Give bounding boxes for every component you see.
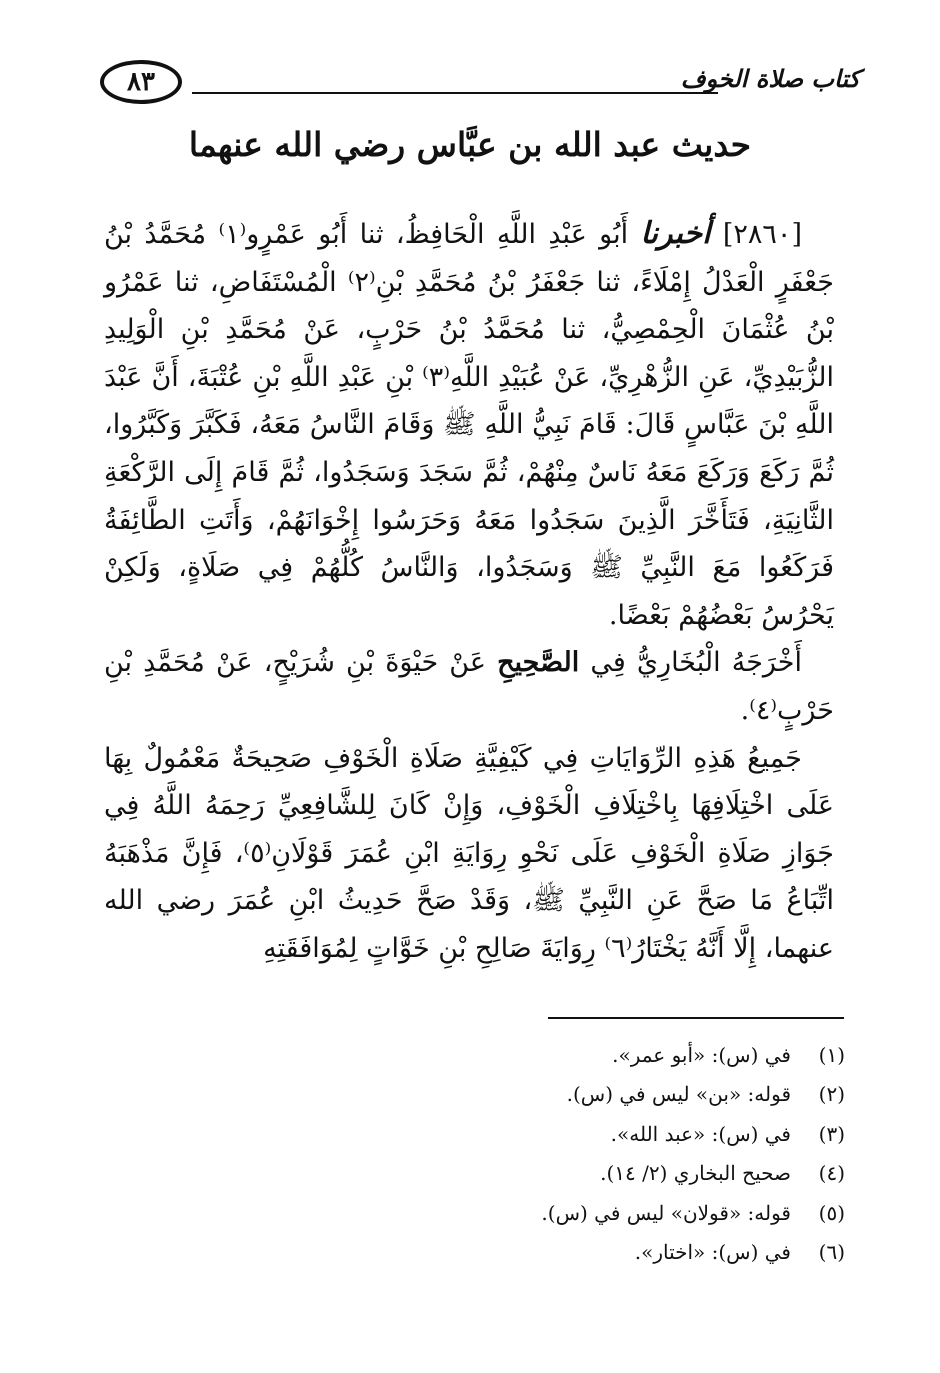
main-text (104, 210, 834, 973)
footnote-number: (٢) (818, 1082, 845, 1107)
takhrij-before: أَخْرَجَهُ الْبُخَارِيُّ فِي (590, 647, 802, 679)
header-rule (192, 92, 718, 94)
footnote-number: (٦) (818, 1240, 845, 1265)
hadith-line: أَبُو عَبْدِ اللَّهِ الْحَافِظُ، ثنا أَبُو عَمْرٍو⁽١⁾ مُحَمَّدُ بْنُ جَعْفَرٍ (104, 219, 834, 298)
hadith-line: الْعَدْلُ إِمْلَاءً، ثنا جَعْفَرُ بْنُ مُحَمَّدِ بْنِ⁽٢⁾ الْمُسْتَفَاضِ، ثنا عَمْرُو بْنُ عُثْمَانَ (104, 266, 834, 346)
hadith-lead-word: أخبرنا (640, 216, 711, 251)
takhrij-line2: حَرْبٍ⁽٤⁾. (740, 694, 834, 726)
book-title: كتاب صلاة الخوف (680, 64, 860, 93)
hadith-line: صَلَاةٍ، وَلَكِنْ يَحْرُسُ بَعْضُهُمْ بَعْضًا. (104, 552, 834, 631)
hadith-line: وَسَجَدُوا، ثُمَّ قَامَ إِلَى الرَّكْعَةِ الثَّانِيَةِ، فَتَأَخَّرَ الَّذِينَ سَجَدُوا مَعَهُ وَحَرَسُوا (104, 456, 834, 536)
hadith-line: الْحِمْصِيُّ، ثنا مُحَمَّدُ بْنُ حَرْبٍ، عَنْ مُحَمَّدِ بْنِ الْوَلِيدِ الزُّبَيْدِيِّ، عَنِ الزُّهْرِيِّ، (104, 314, 834, 393)
footnote-item (245, 1233, 845, 1272)
section-title: حديث عبد الله بن عبَّاس رضي الله عنهما (188, 125, 752, 164)
page-header (100, 58, 860, 122)
footnote-text: قوله: «قولان» ليس في (س). (541, 1200, 791, 1225)
footnote-number: (٥) (818, 1200, 845, 1225)
footnote-item (245, 1154, 845, 1193)
hadith-number: [٢٨٦٠] (722, 219, 802, 250)
footnote-item (245, 1115, 845, 1154)
footnotes (245, 1036, 845, 1272)
hadith-line: إِخْوَانَهُمْ، وَأَتَتِ الطَّائِفَةُ فَرَكَعُوا مَعَ النَّبِيِّ ﷺ وَسَجَدُوا، وَالنَّاسُ كُلُّهُمْ فِي (104, 504, 834, 584)
footnote-item (245, 1075, 845, 1114)
footnote-number: (١) (818, 1043, 845, 1067)
footnote-number: (٣) (818, 1121, 845, 1146)
footnote-text: في (س): «عبد الله». (610, 1121, 791, 1146)
footnote-item (245, 1036, 845, 1075)
footnote-text: في (س): «أبو عمر». (612, 1043, 791, 1067)
commentary-paragraph (104, 735, 834, 973)
commentary-line: اخْتِلَافِهَا بِاخْتِلَافِ الْخَوْفِ، وَإِنْ كَانَ لِلشَّافِعِيِّ رَحِمَهُ اللَّهُ فِي جَوَازِ صَلَاةِ الْخَوْفِ (104, 790, 834, 869)
commentary-line: صَحَّ حَدِيثُ ابْنِ عُمَرَ رضي الله عنهما، إِلَّا أَنَّهُ يَخْتَارُ⁽٦⁾ رِوَايَةَ صَالِحِ بْنِ خَوَّاتٍ لِمُوَافَقَتِهِ (104, 885, 834, 964)
footnote-text: في (س): «اختار». (634, 1240, 791, 1265)
hadith-line: عَنْ عُبَيْدِ اللَّهِ⁽٣⁾ بْنِ عَبْدِ اللَّهِ بْنِ عُتْبَةَ، أَنَّ عَبْدَ اللَّهِ بْنَ عَبَّاسٍ قَالَ: قَامَ نَبِيُّ اللَّهِ (104, 361, 834, 441)
footnote-item (245, 1194, 845, 1233)
footnote-text: قوله: «بن» ليس في (س). (566, 1082, 791, 1107)
commentary-line: عَلَى نَحْوِ رِوَايَةِ ابْنِ عُمَرَ قَوْلَانِ⁽٥⁾، فَإِنَّ مَذْهَبَهُ اتِّبَاعُ مَا صَحَّ عَنِ النَّبِيِّ ﷺ، وَقَدْ (104, 837, 834, 917)
footnote-number: (٤) (818, 1161, 845, 1186)
hadith-line: ﷺ وَقَامَ النَّاسُ مَعَهُ، فَكَبَّرَ وَكَبَّرُوا، ثُمَّ رَكَعَ وَرَكَعَ مَعَهُ نَاسٌ مِنْهُمْ، ثُمَّ سَجَدَ (104, 409, 834, 488)
footnote-separator (548, 1017, 844, 1019)
takhrij-paragraph (104, 639, 834, 734)
footnote-text: صحيح البخاري (٢/ ١٤). (600, 1161, 791, 1186)
commentary-line: جَمِيعُ هَذِهِ الرِّوَايَاتِ فِي كَيْفِيَّةِ صَلَاةِ الْخَوْفِ صَحِيحَةٌ مَعْمُولٌ بِهَا عَلَى (104, 742, 834, 822)
takhrij-after: عَنْ حَيْوَةَ بْنِ شُرَيْحٍ، عَنْ مُحَمَّدِ بْنِ (104, 647, 486, 679)
takhrij-source: الصَّحِيحِ (497, 647, 580, 679)
hadith-paragraph (104, 210, 834, 639)
page-number: ٨٣ (100, 60, 182, 104)
